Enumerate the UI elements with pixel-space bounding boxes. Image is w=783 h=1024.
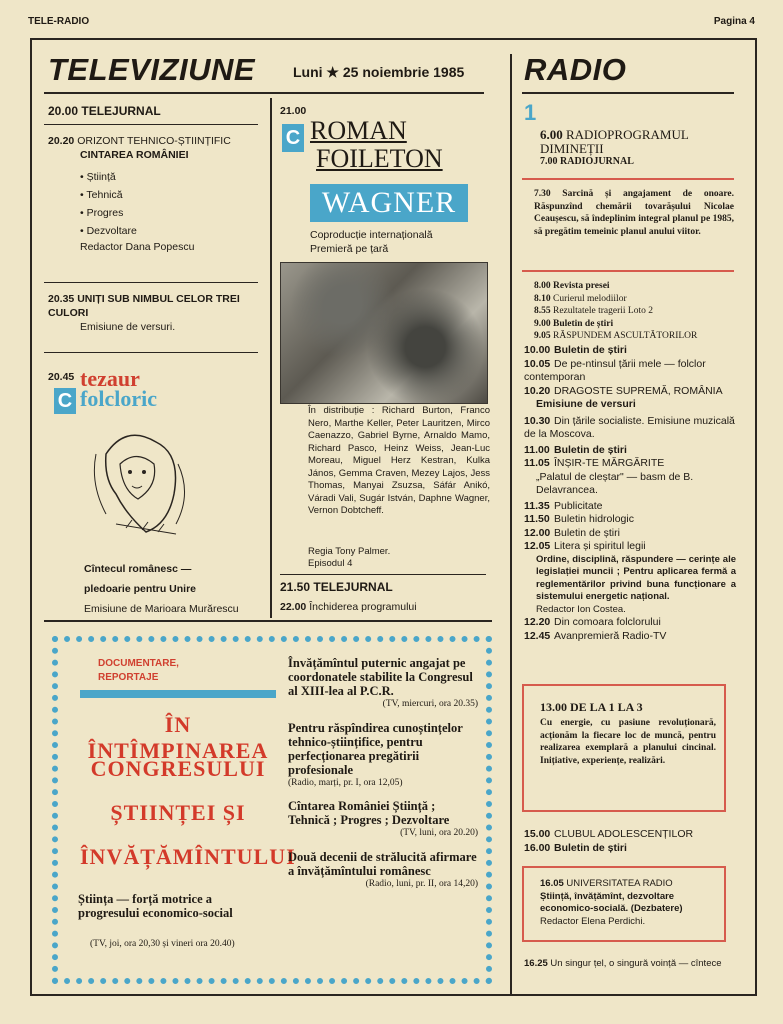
promo-tag1: DOCUMENTARE, — [98, 658, 179, 669]
magazine-header: TELE-RADIO — [28, 16, 90, 27]
folcloric-title: folcloric — [80, 386, 157, 411]
premiere: Premieră pe țară — [310, 243, 389, 255]
promo-item-2: Pentru răspîndirea cunoștințelor tehnico-științifice, pentru perfecționarea pregătirii profesionale — [288, 720, 463, 777]
roman-cast: În distribuție : Richard Burton, Franco Nero, Marthe Keller, Peter Lauritzen, Mirco Caenazzo, Gabriel Byrne, Arnaldo Mamo, Richard Pasco, Heinz Weiss, Jean-Luc Moreau, Miguel Herz Kestran, Kulka János, Gemma Craven, Mezey Lajos, Jess Thomas, Manyai Zsuzsa, Sáfár Anikó, Váradi Vali, Sugár István, Daphne Wagner, Vernon Dobtcheff. — [308, 405, 490, 516]
radio-item-730: 7.30 Sarcină și angajament de onoare. Răspunzînd chemării tovarășului Nicolae Ceaușescu, să îndeplinim integral planul pe 1985, să pregătim temeinic planul anului viitor. — [534, 189, 734, 237]
promo-item-4-src: (Radio, luni, pr. II, ora 14,20) — [365, 878, 478, 889]
promo-item-3-src: (TV, luni, ora 20.20) — [400, 828, 478, 838]
promo-headline-4: ÎNVĂȚĂMÎNTULUI — [80, 844, 296, 869]
promo-item-1-src: (TV, miercuri, ora 20.35) — [382, 699, 478, 709]
subtitle: CINTAREA ROMÂNIEI — [80, 149, 189, 161]
rule — [44, 124, 258, 125]
time: 20.20 — [48, 135, 75, 147]
promo-headline-1: ÎN ÎNTÎMPINAREA — [87, 712, 269, 763]
radio-title: RADIO — [524, 52, 627, 87]
radio-morning: 8.00 Revista presei 8.10 Curierul melodiilor 8.55 Rezultatele tragerii Loto 2 9.00 Buletin de știri 9.05 RĂSPUNDEM ASCULTĂTORILOR — [534, 281, 698, 341]
bullet-4: • Dezvoltare — [80, 225, 137, 237]
desc: Emisiune de versuri. — [80, 321, 176, 333]
coprod: Coproducție internațională — [310, 229, 433, 241]
box-1605-content: 16.05 UNIVERSITATEA RADIO Știință, învățămînt, dezvoltare economico-socială. (Dezbatere) Redactor Elena Perdichi. — [540, 878, 683, 927]
title: ORIZONT TEHNICO-ȘTIINȚIFIC — [77, 135, 231, 147]
promo-headline-2: CONGRESULUI — [90, 756, 266, 781]
promo-items — [288, 656, 478, 890]
roman-director: Regia Tony Palmer. — [308, 546, 391, 557]
time: 20.00 — [48, 104, 79, 118]
promo-headline-3: ȘTIINȚEI ȘI — [110, 800, 246, 825]
radio-title-rule — [522, 92, 734, 94]
red-rule — [522, 178, 734, 180]
color-c-icon: C — [282, 124, 304, 152]
roman-line2: FOILETON — [316, 144, 443, 173]
tezaur-credit: Emisiune de Marioara Murărescu — [84, 603, 239, 615]
tv-title-rule — [44, 92, 484, 94]
title: UNIȚI SUB NIMBUL CELOR TREI CULORI — [48, 293, 240, 319]
tv-bottom-rule — [44, 620, 492, 622]
bullet-2: • Tehnică — [80, 189, 123, 201]
tv-item-2035 — [48, 292, 266, 334]
roman-line1: ROMAN — [310, 116, 407, 145]
rule — [44, 352, 258, 353]
wagner-photo — [280, 262, 488, 404]
color-c-icon: C — [54, 388, 76, 414]
tezaur-desc-2: pledoarie pentru Unire — [84, 583, 197, 595]
promo-left-bold: Știința — forță motrice a progresului economico-social — [78, 892, 233, 920]
roman-time: 21.00 — [280, 105, 307, 117]
tv-item-2200: 22.00 Închiderea programului — [280, 601, 417, 613]
roman-episode: Episodul 4 — [308, 558, 353, 569]
promo-item-3: Cîntarea României Știință ; Tehnică ; Progres ; Dezvoltare — [288, 799, 450, 827]
radio-top: 6.00 RADIOPROGRAMUL DIMINEȚII 7.00 RADIOJURNAL — [540, 127, 689, 167]
page-number: Pagina 4 — [713, 16, 755, 27]
credit: Redactor Dana Popescu — [80, 241, 195, 253]
tezaur-title: tezaur — [80, 366, 140, 391]
box-13-content: 13.00 DE LA 1 LA 3 Cu energie, cu pasiune revoluționară, acționăm la fiecare loc de muncă, pentru realizarea exemplară a planului cincinal. Inițiative, experiențe, realizări. — [540, 700, 716, 766]
tv-item-2045-time: 20.45 — [48, 371, 75, 383]
tv-item-2020 — [48, 134, 263, 254]
tv-item-2000 — [48, 104, 161, 118]
promo-bar — [80, 690, 276, 698]
bullet-1: • Știință — [80, 171, 116, 183]
promo-item-4: Două decenii de strălucită afirmare a învățămîntului românesc — [288, 849, 477, 878]
tezaur-desc-1: Cîntecul românesc — — [84, 563, 192, 575]
radio-last: 16.25 Un singur țel, o singură voință — cîntece — [524, 958, 722, 969]
promo-item-1: Învățămîntul puternic angajat pe coordonatele stabilite la Congresul al XIII-lea al P.C.R. — [288, 656, 473, 698]
rule — [280, 574, 486, 575]
tv-date: Luni ★ 25 noiembrie 1985 — [293, 64, 465, 80]
time: 20.35 — [48, 293, 75, 305]
folk-girl-illustration-icon — [86, 424, 196, 544]
tv-item-2150: 21.50 TELEJURNAL — [280, 580, 393, 594]
program-number: 1 — [524, 100, 537, 125]
column-divider — [510, 54, 512, 994]
wagner-title: WAGNER — [310, 184, 468, 222]
promo-left-small: (TV, joi, ora 20,30 și vineri ora 20.40) — [90, 939, 235, 949]
promo-item-2-src: (Radio, marți, pr. I, ora 12,05) — [288, 777, 403, 788]
red-rule — [522, 270, 734, 272]
promo-tag2: REPORTAJE — [98, 672, 159, 683]
rule — [44, 282, 258, 283]
title: TELEJURNAL — [81, 104, 161, 118]
radio-afternoon: 15.00 CLUBUL ADOLESCENȚILOR 16.00 Buletin de știri — [524, 828, 694, 854]
radio-day: 10.00 Buletin de știri 10.05 De pe-ntinsul țării mele — folclor contemporan 10.20 DRAGOSTE SUPREMĂ, ROMÂNIA Emisiune de versuri 10.30 Din țările socialiste. Emisiune muzicală de la Moscova. 11.00 Buletin de știri 11.05 ÎNȘIR-TE MĂRGĂRITE „Palatul de cleștar" — basm de B. Delavrancea. 11.35 Publicitate 11.50 Buletin hidrologic 12.00 Buletin de știri 12.05 Litera și spiritul legii Ordine, disciplină, răspundere — cerințe ale legislației muncii ; Pentru aplicarea fermă a reglementărilor privind buna funcționare a sistemului energetic național. Redactor Ion Costea. 12.20 Din comoara folclorului 12.45 Avanpremieră Radio-TV — [524, 344, 736, 642]
tv-title: TELEVIZIUNE — [48, 52, 256, 87]
bullet-3: • Progres — [80, 207, 124, 219]
tv-inner-divider — [270, 98, 272, 618]
